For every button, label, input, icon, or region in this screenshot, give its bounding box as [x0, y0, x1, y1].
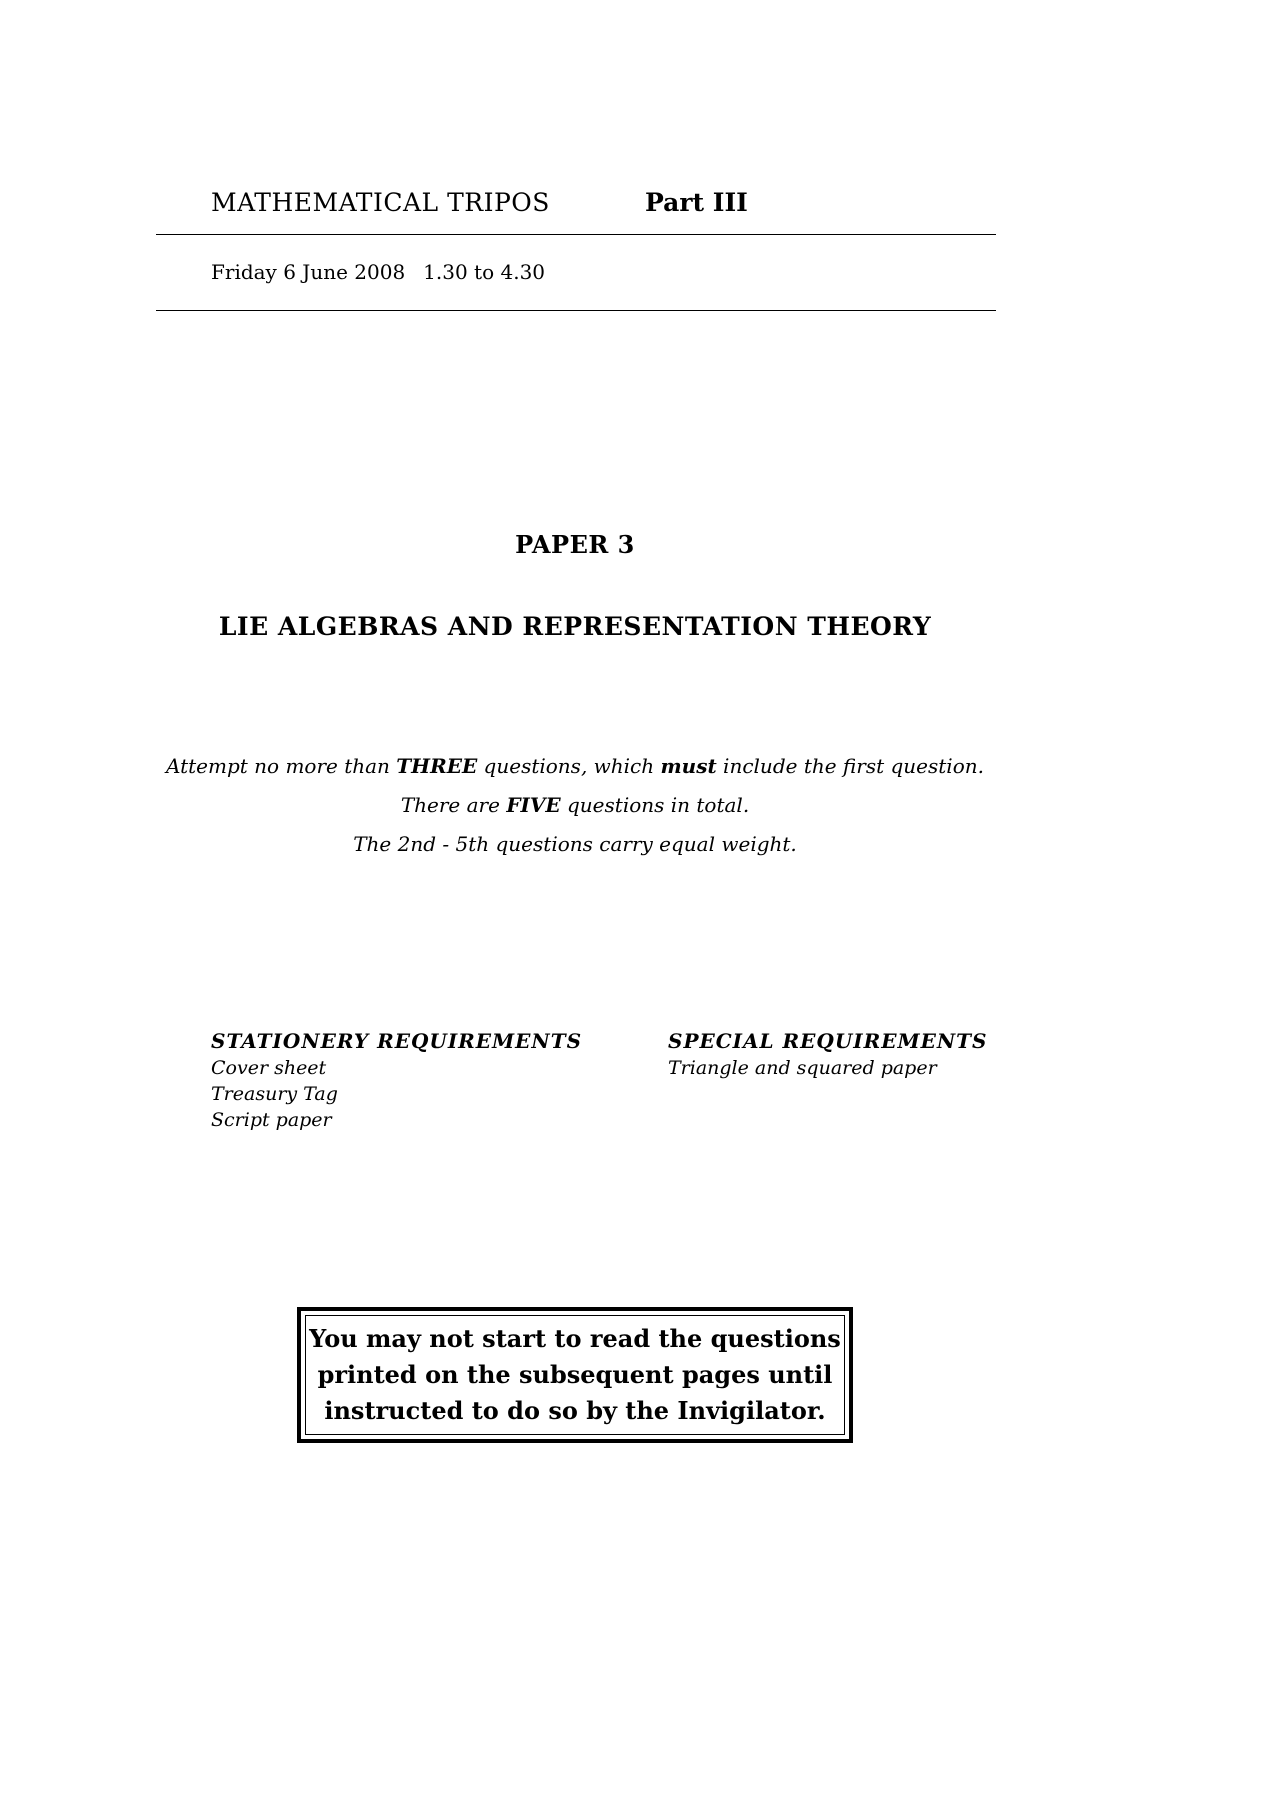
instruction-text: include the first question.: [716, 754, 984, 778]
instruction-emphasis: THREE: [396, 754, 478, 778]
exam-date-line: [211, 260, 545, 284]
list-item: Treasury Tag: [211, 1083, 338, 1105]
notice-line: You may not start to read the questions: [309, 1324, 841, 1353]
list-item: Cover sheet: [211, 1057, 327, 1079]
list-item: Script paper: [211, 1109, 332, 1131]
instruction-line-2: [0, 793, 1150, 817]
special-list: [668, 1055, 937, 1081]
instruction-text: questions in total.: [560, 793, 750, 817]
paper-number: PAPER 3: [515, 530, 635, 559]
notice-line: printed on the subsequent pages until: [317, 1360, 833, 1389]
exam-date: Friday 6 June 2008: [211, 260, 406, 284]
instruction-text: questions, which: [477, 754, 661, 778]
notice-inner-frame: [305, 1315, 845, 1435]
exam-time: 1.30 to 4.30: [423, 260, 546, 284]
instruction-line-1: [0, 754, 1150, 778]
paper-title: LIE ALGEBRAS AND REPRESENTATION THEORY: [218, 612, 932, 641]
instruction-emphasis: must: [660, 754, 717, 778]
exam-title: MATHEMATICAL TRIPOS: [211, 188, 550, 217]
list-item: Triangle and squared paper: [668, 1057, 937, 1079]
instruction-emphasis: FIVE: [506, 793, 561, 817]
invigilator-notice-box: [297, 1307, 853, 1443]
special-heading: SPECIAL REQUIREMENTS: [668, 1029, 988, 1053]
instruction-text: Attempt no more than: [166, 754, 397, 778]
top-rule: [156, 234, 996, 235]
stationery-heading: STATIONERY REQUIREMENTS: [211, 1029, 583, 1053]
stationery-list: [211, 1055, 338, 1133]
bottom-rule: [156, 310, 996, 311]
exam-part: Part III: [645, 188, 748, 217]
notice-line: instructed to do so by the Invigilator.: [324, 1396, 826, 1425]
instruction-line-3: The 2nd - 5th questions carry equal weight.: [353, 832, 797, 856]
instruction-text: There are: [400, 793, 507, 817]
